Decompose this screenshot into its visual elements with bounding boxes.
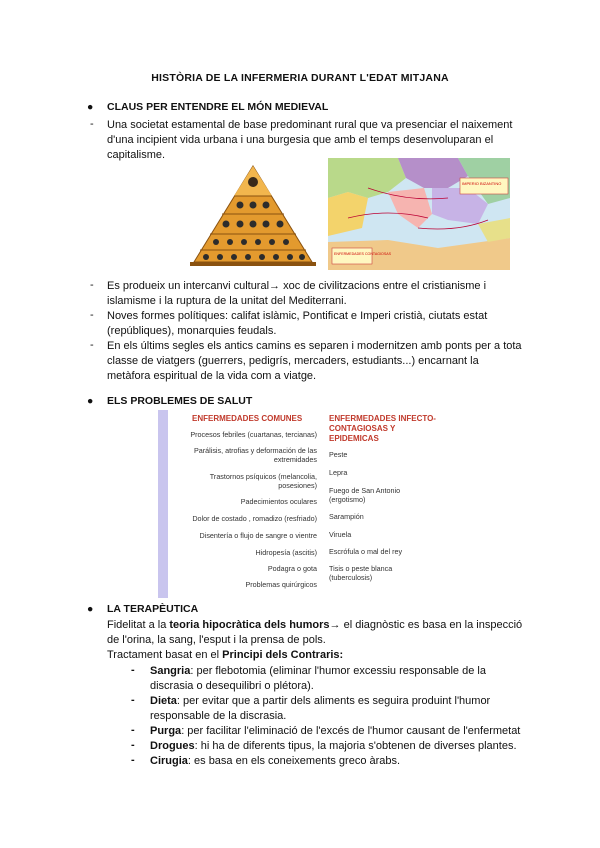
list-item: Escrófula o mal del rey (329, 547, 403, 556)
list-item: Procesos febriles (cuartanas, tercianas) (190, 430, 317, 439)
list-item: Lepra (329, 468, 348, 477)
list-item: Trastornos psíquicos (melancolia, posesiones) (209, 472, 317, 490)
therapy-item-purge: Purga: per facilitar l'eliminació de l'excés de l'humor causant de l'enfermetat (150, 725, 521, 737)
section-heading-medieval: ● CLAUS PER ENTENDRE EL MÓN MEDIEVAL (87, 101, 329, 113)
infectious-diseases-heading: ENFERMEDADES INFECTO- CONTAGIOSAS Y EPIDEMICAS (329, 414, 436, 443)
list-item: Fuego de San Antonio (ergotismo) (329, 486, 401, 504)
list-item: Sarampión (329, 512, 364, 521)
list-item: Viruela (329, 530, 352, 539)
list-item: Padecimientos oculares (240, 497, 317, 506)
therapy-item-surgery: Cirugia: es basa en els coneixements greco àrabs. (150, 755, 401, 767)
paragraph-political-forms: Noves formes polítiques: califat islàmic, Pontificat e Imperi cristià, ciutats estat (repúbliques), monarquies feudals. (107, 310, 488, 337)
common-diseases-heading: ENFERMEDADES COMUNES (192, 414, 303, 423)
paragraph-cultural-exchange: Es produeix un intercanvi cultural→ xoc de civilitzacions entre el cristianisme i islamisme i la ruptura de la unitat del Mediterrani. (107, 280, 487, 307)
list-item: Tisis o peste blanca (tuberculosis) (329, 564, 393, 582)
list-item: Podagra o gota (267, 564, 317, 573)
section-heading-health: ● ELS PROBLEMES DE SALUT (87, 395, 253, 407)
diseases-table-image (158, 410, 463, 598)
map-label-byzantine: IMPERIO BIZANTINO (462, 181, 502, 186)
list-item: Hidropesía (ascitis) (255, 548, 317, 557)
map-label-contagious: ENFERMEDADES CONTAGIOSAS (334, 252, 392, 256)
list-item: Problemas quirúrgicos (245, 580, 317, 589)
paragraph-society: Una societat estamental de base predominant rural que va presenciar el naixement d'una incipient vida urbana i una burgesia que amb el temps desenvoluparan el capitalisme. (107, 119, 513, 161)
therapy-item-diet: Dieta: per evitar que a partir dels aliments es seguira produint l'humor responsable de la discrasia. (150, 695, 491, 722)
page-title: HISTÒRIA DE LA INFERMERIA DURANT L'EDAT MITJANA (151, 72, 449, 84)
list-item: Dolor de costado , romadizo (resfriado) (192, 514, 317, 523)
list-item: Disentería o flujo de sangre o vientre (199, 531, 317, 540)
section-heading-therapeutics: ● LA TERAPÈUTICA (87, 603, 199, 615)
therapy-item-drugs: Drogues: hi ha de diferents tipus, la majoria s'obtenen de diverses plantes. (150, 740, 517, 752)
feudal-pyramid-image (182, 158, 324, 268)
table-side-bar (158, 410, 168, 598)
paragraph-roads: En els últims segles els antics camins es separen i modernitzen amb ponts per a tota classe de viatgers (guerrers, pedigrís, mercaders, estudiants...) encarnant la metàfora espiritual de la vida com a viatge. (107, 340, 522, 382)
list-item: Parálisis, atrofias y deformación de las extremidades (193, 446, 317, 464)
mediterranean-map-image (328, 158, 510, 270)
therapy-item-bloodletting: Sangria: per flebotomia (eliminar l'humor excessiu responsable de la discrasia o desequilibri o plétora). (150, 665, 486, 692)
paragraph-humors: Fidelitat a la teoria hipocràtica dels humors→ el diagnòstic es basa en la inspecció de l'orina, la sang, l'esput i la prensa de pols. Tractament basat en el Principi dels Contraris: (107, 619, 523, 661)
list-item: Peste (329, 450, 348, 459)
